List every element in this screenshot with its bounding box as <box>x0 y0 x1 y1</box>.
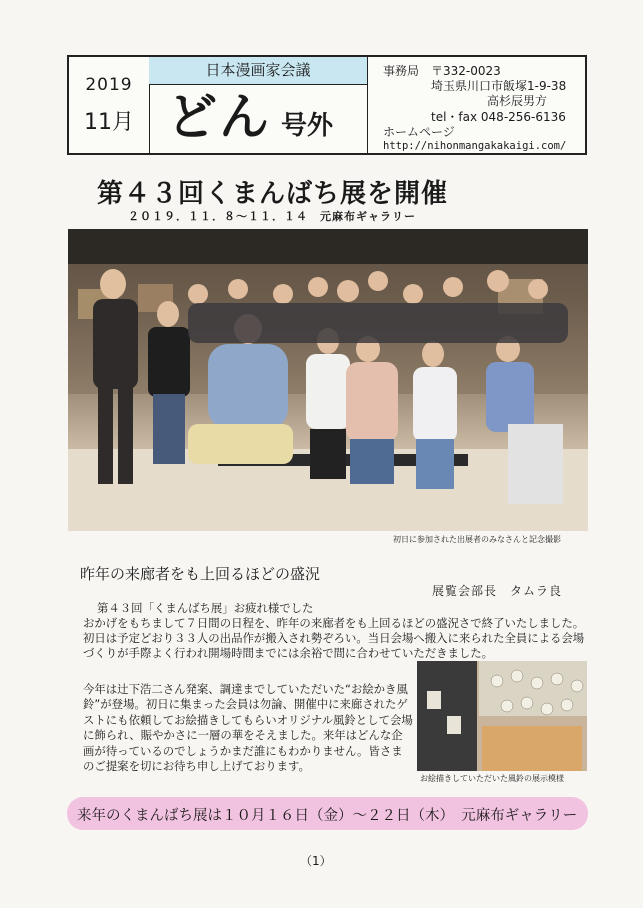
next-exhibition-text: 来年のくまんばち展は１０月１６日（金）～２２日（木） 元麻布ギャラリー <box>77 808 578 824</box>
group-photo <box>68 229 588 531</box>
author-credit: 展覧会部長 タムラ良 <box>432 584 563 598</box>
newsletter-title: どん <box>167 87 271 146</box>
homepage-url[interactable]: http://nihonmangakakaigi.com/ <box>383 140 567 152</box>
title-box <box>149 57 368 153</box>
address: 埼玉県川口市飯塚1-9-38 <box>431 79 567 93</box>
body-intro: 第４３回「くまんばち展」お疲れ様でした <box>97 601 314 615</box>
contact-box <box>369 57 587 153</box>
group-photo-illustration <box>68 229 588 531</box>
issue-year: 2019 <box>85 75 133 95</box>
headline: 第４３回くまんばち展を開催 <box>97 179 449 209</box>
homepage-label: ホームページ <box>383 125 455 139</box>
photo-caption: 初日に参加された出展者のみなさんと記念撮影 <box>393 535 561 544</box>
dateline: ２０１９．１１．８～１１．１４ 元麻布ギャラリー <box>128 210 416 223</box>
postal-code: 〒332-0023 <box>431 64 501 78</box>
tel-fax: tel・fax 048-256-6136 <box>431 110 566 124</box>
newsletter-title-suffix: 号外 <box>281 111 334 141</box>
wind-chime-illustration <box>417 661 587 771</box>
org-name: 日本漫画家会議 <box>149 57 367 85</box>
masthead <box>67 55 587 155</box>
section-title: 昨年の来廊者をも上回るほどの盛況 <box>80 565 321 583</box>
issue-month: 11月 <box>84 110 134 135</box>
body-paragraph-2: 今年は辻下浩二さん発案、調達までしていただいた“お絵かき風鈴”が登場。初日に集まった会員は勿論、開催中に来廊されたゲストにも依頼してお絵描きしてもらいオリジナル風鈴として会場に飾られ、賑やかさに一層の華をそえました。来年はどんな企画が待っているのでしょうかまだ誰にもわかりません。皆さまのご提案を切にお待ち申し上げております。 <box>83 682 413 774</box>
office-label: 事務局 <box>383 64 420 78</box>
wind-chime-photo <box>417 661 587 771</box>
page-number: （1） <box>300 854 332 868</box>
contact-person: 高杉辰男方 <box>487 94 548 108</box>
body-paragraph-1: おかげをもちまして７日間の日程を、昨年の来廊者をも上回るほどの盛況さで終了いたしました。初日は予定どおり３３人の出品作が搬入され勢ぞろい。当日会場へ搬入に来られた全員による会場づくりが手際よく行われ開場時間までには余裕で間に合わせていただきました。 <box>83 616 585 661</box>
wind-chime-caption: お絵描きしていただいた風鈴の展示模様 <box>420 774 564 783</box>
issue-date-box <box>69 57 150 153</box>
